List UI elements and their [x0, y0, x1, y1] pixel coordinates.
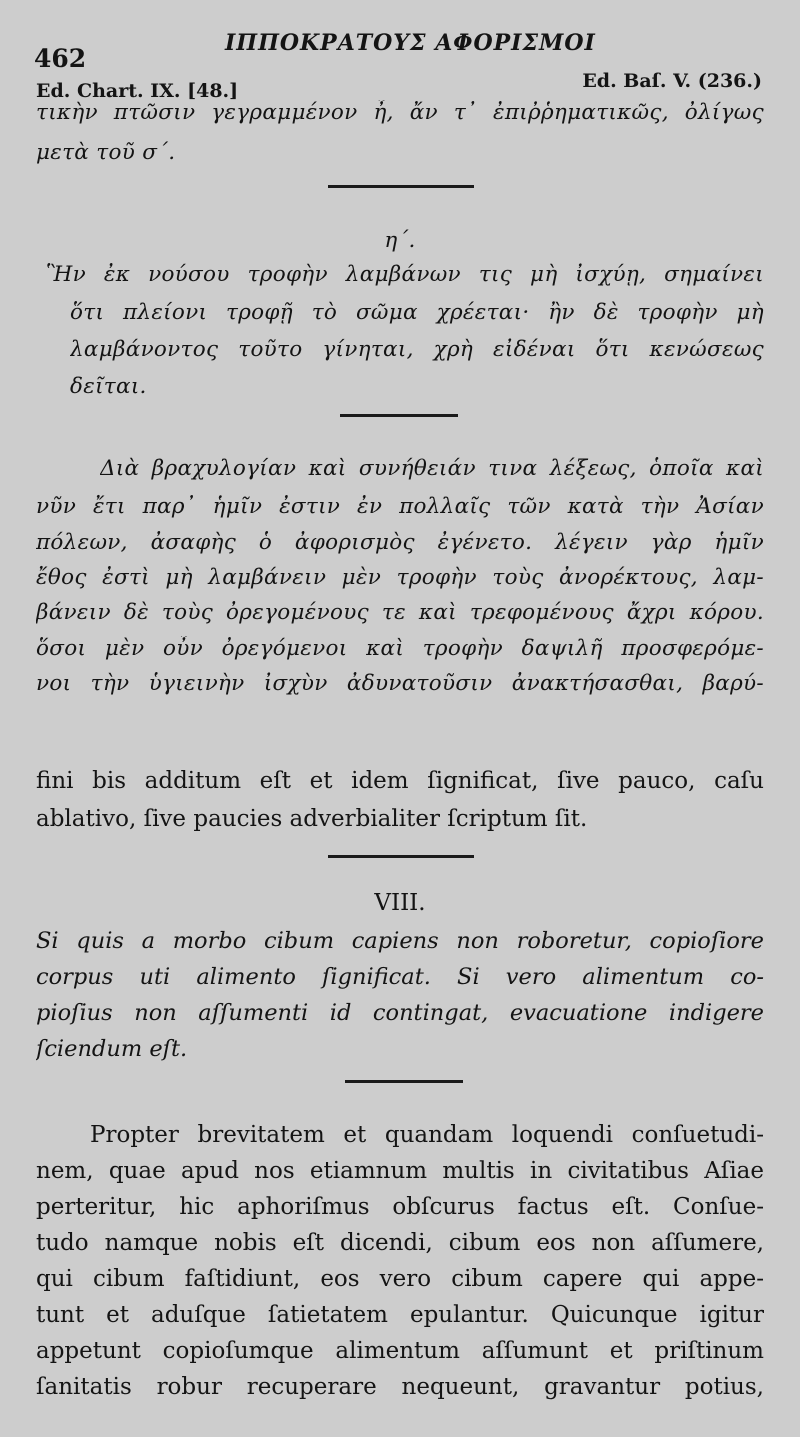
greek-intro-line: μετὰ τοῦ σ΄. — [36, 140, 176, 165]
greek-commentary-line: ὅσοι μὲν οὖν ὀρεγόμενοι καὶ τροφὴν δαψιλῆ προσφερόμε- — [36, 636, 764, 661]
greek-commentary-line: πόλεων, ἀσαφὴς ὁ ἀφορισμὸς ἐγένετο. λέγειν γὰρ ἡμῖν — [36, 530, 764, 555]
edition-reference-left: Ed. Chart. IX. [48.] — [36, 80, 239, 102]
latin-commentary-line: qui cibum faſtidiunt, eos vero cibum capere qui appe- — [36, 1266, 764, 1292]
latin-aphorism-line: corpus uti alimento ſignificat. Si vero alimentum co- — [36, 964, 764, 990]
greek-aphorism-line: λαμβάνοντος τοῦτο γίνηται, χρὴ εἰδέναι ὅτι κενώσεως — [70, 337, 764, 362]
running-header — [0, 26, 800, 73]
greek-commentary-line: νῦν ἔτι παρ᾽ ἡμῖν ἐστιν ἐν πολλαῖς τῶν κατὰ τὴν Ἀσίαν — [36, 494, 764, 519]
greek-aphorism-line: δεῖται. — [70, 374, 147, 399]
section-divider — [345, 1080, 463, 1083]
greek-aphorism-line: Ἣν ἐκ νούσου τροφὴν λαμβάνων τις μὴ ἰσχύῃ, σημαίνει — [46, 262, 764, 287]
greek-commentary-line: νοι τὴν ὑγιεινὴν ἰσχὺν ἀδυνατοῦσιν ἀνακτήσασθαι, βαρύ- — [36, 671, 764, 696]
greek-commentary-line: βάνειν δὲ τοὺς ὀρεγομένους τε καὶ τρεφομένους ἄχρι κόρου. — [36, 600, 764, 625]
greek-commentary-line: ἔθος ἐστὶ μὴ λαμβάνειν μὲν τροφὴν τοὺς ἀνορέκτους, λαμ- — [36, 565, 764, 590]
latin-commentary-line: Propter brevitatem et quandam loquendi conſuetudi- — [90, 1122, 764, 1148]
greek-section-number: η΄. — [384, 228, 416, 253]
latin-commentary-line: perteritur, hic aphoriſmus obſcurus factus eſt. Conſue- — [36, 1194, 764, 1220]
latin-commentary-line: tunt et aduſque ſatietatem epulantur. Quicunque igitur — [36, 1302, 764, 1328]
greek-aphorism-line: ὅτι πλείονι τροφῇ τὸ σῶμα χρέεται· ἢν δὲ τροφὴν μὴ — [70, 300, 764, 325]
latin-aphorism-line: Si quis a morbo cibum capiens non roboretur, copioſiore — [36, 928, 764, 954]
running-title: ΙΠΠΟΚΡΑΤΟΥΣ ΑΦΟΡΙΣΜΟΙ — [225, 30, 596, 56]
edition-reference-right: Ed. Baſ. V. (236.) — [582, 70, 762, 92]
latin-commentary-line: appetunt copioſumque alimentum aſſumunt et priſtinum — [36, 1338, 764, 1364]
page-number: 462 — [34, 44, 87, 73]
section-divider — [328, 185, 474, 188]
latin-section-number: VIII. — [374, 890, 426, 916]
latin-commentary-line: ſanitatis robur recuperare nequeunt, gravantur potius, — [36, 1374, 764, 1400]
latin-intro-line: ablativo, ſive paucies adverbialiter ſcriptum ſit. — [36, 806, 588, 832]
section-divider — [340, 414, 458, 417]
section-divider — [328, 855, 474, 858]
latin-aphorism-line: ſciendum eſt. — [36, 1036, 188, 1062]
greek-intro-line: τικὴν πτῶσιν γεγραμμένον ἦ, ἄν τ᾽ ἐπιῤῥηματικῶς, ὀλίγως — [36, 100, 764, 125]
greek-commentary-line: Διὰ βραχυλογίαν καὶ συνήθειάν τινα λέξεως, ὁποῖα καὶ — [100, 456, 764, 481]
latin-intro-line: fini bis additum eſt et idem ſignificat, ſive pauco, caſu — [36, 768, 764, 794]
latin-aphorism-line: pioſius non aſſumenti id contingat, evacuatione indigere — [36, 1000, 764, 1026]
latin-commentary-line: nem, quae apud nos etiamnum multis in civitatibus Aſiae — [36, 1158, 764, 1184]
latin-commentary-line: tudo namque nobis eſt dicendi, cibum eos non aſſumere, — [36, 1230, 764, 1256]
